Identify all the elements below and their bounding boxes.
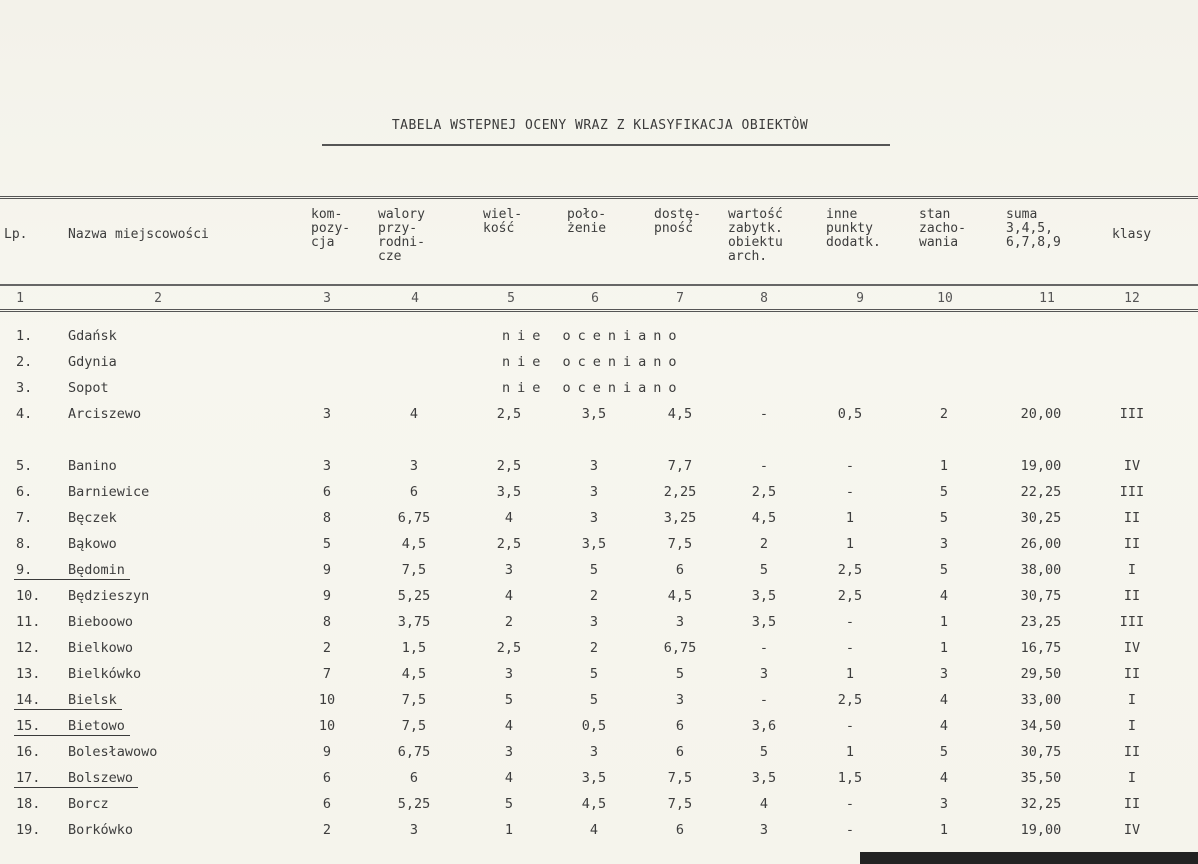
row-cell-c6: 4,5 <box>581 796 607 812</box>
row-cell-c3: 2 <box>322 822 332 838</box>
row-cell-c9: - <box>845 484 855 500</box>
row-cell-c9: - <box>845 796 855 812</box>
row-cell-c7: 7,5 <box>667 796 693 812</box>
row-underline <box>14 579 130 580</box>
row-cell-c8: 3,6 <box>751 718 777 734</box>
header-kompozycja: kom- pozy- cja <box>311 207 351 250</box>
row-cell-c9: - <box>845 614 855 630</box>
row-cell-c10: 2 <box>939 406 949 422</box>
row-cell-c3: 8 <box>322 614 332 630</box>
column-number-5: 5 <box>507 291 515 306</box>
row-cell-c3: 5 <box>322 536 332 552</box>
row-cell-c5: 2,5 <box>496 406 522 422</box>
row-name: Sopot <box>68 380 109 396</box>
title-underline <box>322 144 890 146</box>
header-suma: suma 3,4,5, 6,7,8,9 <box>1006 207 1061 250</box>
row-cell-c7: 4,5 <box>667 588 693 604</box>
row-cell-c5: 4 <box>504 588 514 604</box>
row-cell-c3: 6 <box>322 796 332 812</box>
row-cell-c10: 1 <box>939 640 949 656</box>
table-top-rule <box>0 196 1198 199</box>
row-underline <box>14 709 122 710</box>
row-cell-c6: 5 <box>589 562 599 578</box>
row-cell-c12: I <box>1127 770 1137 786</box>
row-lp: 11. <box>16 614 41 630</box>
row-cell-c11: 23,25 <box>1020 614 1062 630</box>
row-cell-c7: 3 <box>675 692 685 708</box>
column-number-11: 11 <box>1039 291 1055 306</box>
row-cell-c7: 5 <box>675 666 685 682</box>
row-cell-c11: 20,00 <box>1020 406 1062 422</box>
row-cell-c6: 3 <box>589 744 599 760</box>
row-lp: 18. <box>16 796 41 812</box>
document-title: TABELA WSTEPNEJ OCENY WRAZ Z KLASYFIKACJA OBIEKTÒW <box>391 118 809 133</box>
row-cell-c6: 4 <box>589 822 599 838</box>
row-cell-c7: 7,5 <box>667 770 693 786</box>
row-cell-c8: 3,5 <box>751 588 777 604</box>
row-cell-c11: 32,25 <box>1020 796 1062 812</box>
row-cell-c7: 3 <box>675 614 685 630</box>
row-cell-c5: 4 <box>504 770 514 786</box>
row-cell-c4: 4,5 <box>401 536 427 552</box>
row-cell-c11: 33,00 <box>1020 692 1062 708</box>
row-cell-c4: 7,5 <box>401 562 427 578</box>
row-cell-c9: 2,5 <box>837 588 863 604</box>
row-name: Bieboowo <box>68 614 134 630</box>
row-cell-c10: 5 <box>939 510 949 526</box>
row-cell-c5: 5 <box>504 796 514 812</box>
row-cell-c7: 6 <box>675 822 685 838</box>
row-cell-c4: 6,75 <box>397 744 431 760</box>
row-cell-c5: 5 <box>504 692 514 708</box>
row-cell-c7: 6 <box>675 562 685 578</box>
row-cell-c5: 3 <box>504 666 514 682</box>
row-cell-c9: 1,5 <box>837 770 863 786</box>
row-cell-c10: 4 <box>939 718 949 734</box>
row-cell-c11: 29,50 <box>1020 666 1062 682</box>
header-inne: inne punkty dodatk. <box>826 207 881 250</box>
row-lp: 2. <box>16 354 33 370</box>
row-name: Borcz <box>68 796 109 812</box>
row-cell-c9: 1 <box>845 744 855 760</box>
row-underline <box>14 735 130 736</box>
row-cell-c7: 6 <box>675 744 685 760</box>
not-rated-note: nie oceniano <box>502 380 684 396</box>
row-name: Banino <box>68 458 117 474</box>
row-cell-c12: I <box>1127 718 1137 734</box>
row-cell-c8: 5 <box>759 562 769 578</box>
row-cell-c6: 5 <box>589 692 599 708</box>
row-cell-c8: 5 <box>759 744 769 760</box>
row-cell-c12: I <box>1127 692 1137 708</box>
row-cell-c9: 1 <box>845 536 855 552</box>
row-name: Bęczek <box>68 510 117 526</box>
row-cell-c12: II <box>1123 666 1141 682</box>
row-cell-c11: 26,00 <box>1020 536 1062 552</box>
row-cell-c10: 1 <box>939 614 949 630</box>
row-cell-c7: 7,5 <box>667 536 693 552</box>
row-cell-c6: 2 <box>589 588 599 604</box>
header-wartosc: wartość zabytk. obiektu arch. <box>728 207 783 264</box>
not-rated-note: nie oceniano <box>502 328 684 344</box>
row-cell-c8: - <box>759 640 769 656</box>
column-number-12: 12 <box>1124 291 1140 306</box>
row-cell-c11: 30,75 <box>1020 744 1062 760</box>
row-cell-c9: 1 <box>845 510 855 526</box>
row-lp: 3. <box>16 380 33 396</box>
row-cell-c9: - <box>845 458 855 474</box>
row-cell-c10: 3 <box>939 796 949 812</box>
row-cell-c10: 1 <box>939 458 949 474</box>
row-cell-c4: 3 <box>409 458 419 474</box>
row-cell-c7: 6,75 <box>663 640 697 656</box>
row-cell-c8: 2,5 <box>751 484 777 500</box>
row-cell-c8: 4,5 <box>751 510 777 526</box>
row-cell-c9: 0,5 <box>837 406 863 422</box>
row-cell-c11: 35,50 <box>1020 770 1062 786</box>
row-cell-c12: III <box>1119 484 1145 500</box>
row-cell-c3: 9 <box>322 744 332 760</box>
row-cell-c12: II <box>1123 744 1141 760</box>
row-cell-c6: 3,5 <box>581 536 607 552</box>
row-lp: 9. <box>16 562 33 578</box>
row-cell-c6: 2 <box>589 640 599 656</box>
row-cell-c12: IV <box>1123 458 1141 474</box>
row-lp: 15. <box>16 718 41 734</box>
row-cell-c7: 7,7 <box>667 458 693 474</box>
row-cell-c12: III <box>1119 406 1145 422</box>
row-cell-c7: 4,5 <box>667 406 693 422</box>
row-cell-c5: 2,5 <box>496 640 522 656</box>
row-cell-c4: 4,5 <box>401 666 427 682</box>
row-cell-c10: 4 <box>939 692 949 708</box>
row-name: Gdynia <box>68 354 117 370</box>
row-name: Bietowo <box>68 718 125 734</box>
column-number-6: 6 <box>591 291 599 306</box>
row-name: Barniewice <box>68 484 150 500</box>
row-cell-c10: 5 <box>939 484 949 500</box>
row-cell-c3: 3 <box>322 458 332 474</box>
column-number-1: 1 <box>16 291 24 306</box>
row-name: Borkówko <box>68 822 134 838</box>
row-cell-c6: 3,5 <box>581 406 607 422</box>
row-lp: 12. <box>16 640 41 656</box>
row-cell-c3: 6 <box>322 770 332 786</box>
header-wielkosc: wiel- kość <box>483 207 523 236</box>
row-cell-c7: 6 <box>675 718 685 734</box>
row-cell-c3: 10 <box>318 692 336 708</box>
row-cell-c4: 6,75 <box>397 510 431 526</box>
row-cell-c10: 1 <box>939 822 949 838</box>
row-cell-c8: 3 <box>759 822 769 838</box>
row-cell-c9: - <box>845 718 855 734</box>
row-cell-c6: 3 <box>589 458 599 474</box>
row-cell-c12: IV <box>1123 640 1141 656</box>
header-bottom-rule <box>0 284 1198 286</box>
row-cell-c11: 38,00 <box>1020 562 1062 578</box>
row-cell-c4: 6 <box>409 770 419 786</box>
row-name: Będomin <box>68 562 125 578</box>
header-stan: stan zacho- wania <box>919 207 966 250</box>
row-cell-c5: 4 <box>504 718 514 734</box>
row-cell-c12: III <box>1119 614 1145 630</box>
row-cell-c11: 19,00 <box>1020 458 1062 474</box>
row-cell-c5: 3 <box>504 744 514 760</box>
row-cell-c3: 2 <box>322 640 332 656</box>
row-cell-c3: 6 <box>322 484 332 500</box>
header-nazwa: Nazwa miejscowości <box>68 227 209 242</box>
row-name: Arciszewo <box>68 406 142 422</box>
row-lp: 16. <box>16 744 41 760</box>
row-cell-c5: 4 <box>504 510 514 526</box>
row-name: Będzieszyn <box>68 588 150 604</box>
row-lp: 17. <box>16 770 41 786</box>
row-cell-c10: 4 <box>939 588 949 604</box>
scan-edge-shadow <box>860 852 1198 864</box>
row-cell-c5: 2,5 <box>496 458 522 474</box>
row-lp: 4. <box>16 406 33 422</box>
row-cell-c5: 3 <box>504 562 514 578</box>
row-cell-c10: 4 <box>939 770 949 786</box>
row-cell-c4: 5,25 <box>397 588 431 604</box>
row-cell-c4: 5,25 <box>397 796 431 812</box>
row-cell-c3: 10 <box>318 718 336 734</box>
row-underline <box>14 787 138 788</box>
row-cell-c3: 9 <box>322 562 332 578</box>
row-name: Bąkowo <box>68 536 117 552</box>
row-cell-c6: 3 <box>589 484 599 500</box>
row-cell-c5: 2,5 <box>496 536 522 552</box>
row-cell-c10: 5 <box>939 744 949 760</box>
row-name: Bolesławowo <box>68 744 158 760</box>
row-cell-c8: 3,5 <box>751 614 777 630</box>
column-number-2: 2 <box>154 291 162 306</box>
row-cell-c11: 22,25 <box>1020 484 1062 500</box>
row-cell-c9: 2,5 <box>837 692 863 708</box>
row-cell-c12: II <box>1123 588 1141 604</box>
row-cell-c5: 1 <box>504 822 514 838</box>
row-cell-c4: 4 <box>409 406 419 422</box>
row-cell-c12: II <box>1123 536 1141 552</box>
row-cell-c8: - <box>759 406 769 422</box>
row-cell-c11: 30,75 <box>1020 588 1062 604</box>
column-number-rule <box>0 309 1198 312</box>
row-cell-c5: 3,5 <box>496 484 522 500</box>
row-cell-c8: 3,5 <box>751 770 777 786</box>
header-walory: walory przy- rodni- cze <box>378 207 425 264</box>
row-cell-c7: 3,25 <box>663 510 697 526</box>
row-cell-c3: 8 <box>322 510 332 526</box>
row-name: Bielkówko <box>68 666 142 682</box>
row-cell-c11: 16,75 <box>1020 640 1062 656</box>
row-cell-c3: 9 <box>322 588 332 604</box>
row-cell-c10: 5 <box>939 562 949 578</box>
row-cell-c4: 7,5 <box>401 692 427 708</box>
row-lp: 5. <box>16 458 33 474</box>
column-number-8: 8 <box>760 291 768 306</box>
row-cell-c12: II <box>1123 796 1141 812</box>
row-cell-c3: 7 <box>322 666 332 682</box>
column-number-3: 3 <box>323 291 331 306</box>
column-number-10: 10 <box>937 291 953 306</box>
row-name: Bielkowo <box>68 640 134 656</box>
row-cell-c8: 3 <box>759 666 769 682</box>
row-lp: 10. <box>16 588 41 604</box>
row-cell-c12: II <box>1123 510 1141 526</box>
row-cell-c10: 3 <box>939 666 949 682</box>
not-rated-note: nie oceniano <box>502 354 684 370</box>
row-cell-c6: 0,5 <box>581 718 607 734</box>
column-number-9: 9 <box>856 291 864 306</box>
row-cell-c7: 2,25 <box>663 484 697 500</box>
row-cell-c11: 19,00 <box>1020 822 1062 838</box>
row-lp: 19. <box>16 822 41 838</box>
header-klasy: klasy <box>1112 227 1152 242</box>
row-lp: 6. <box>16 484 33 500</box>
row-cell-c8: - <box>759 692 769 708</box>
row-cell-c11: 34,50 <box>1020 718 1062 734</box>
row-cell-c4: 1,5 <box>401 640 427 656</box>
row-lp: 7. <box>16 510 33 526</box>
row-cell-c9: 1 <box>845 666 855 682</box>
row-cell-c6: 5 <box>589 666 599 682</box>
row-lp: 13. <box>16 666 41 682</box>
row-cell-c4: 6 <box>409 484 419 500</box>
row-cell-c5: 2 <box>504 614 514 630</box>
row-cell-c8: - <box>759 458 769 474</box>
row-cell-c4: 7,5 <box>401 718 427 734</box>
row-cell-c12: I <box>1127 562 1137 578</box>
row-cell-c6: 3 <box>589 614 599 630</box>
row-cell-c11: 30,25 <box>1020 510 1062 526</box>
row-lp: 8. <box>16 536 33 552</box>
row-cell-c9: - <box>845 822 855 838</box>
row-cell-c10: 3 <box>939 536 949 552</box>
row-name: Bielsk <box>68 692 117 708</box>
row-name: Bolszewo <box>68 770 134 786</box>
row-cell-c4: 3,75 <box>397 614 431 630</box>
header-polozenie: poło- żenie <box>567 207 607 236</box>
row-cell-c4: 3 <box>409 822 419 838</box>
row-cell-c9: 2,5 <box>837 562 863 578</box>
header-dostepnosc: dostę- pność <box>654 207 701 236</box>
header-lp: Lp. <box>4 227 28 242</box>
row-lp: 1. <box>16 328 33 344</box>
row-cell-c3: 3 <box>322 406 332 422</box>
row-cell-c8: 4 <box>759 796 769 812</box>
row-cell-c6: 3 <box>589 510 599 526</box>
column-number-7: 7 <box>676 291 684 306</box>
row-cell-c12: IV <box>1123 822 1141 838</box>
row-cell-c6: 3,5 <box>581 770 607 786</box>
row-name: Gdańsk <box>68 328 117 344</box>
column-number-4: 4 <box>411 291 419 306</box>
row-cell-c8: 2 <box>759 536 769 552</box>
row-cell-c9: - <box>845 640 855 656</box>
row-lp: 14. <box>16 692 41 708</box>
